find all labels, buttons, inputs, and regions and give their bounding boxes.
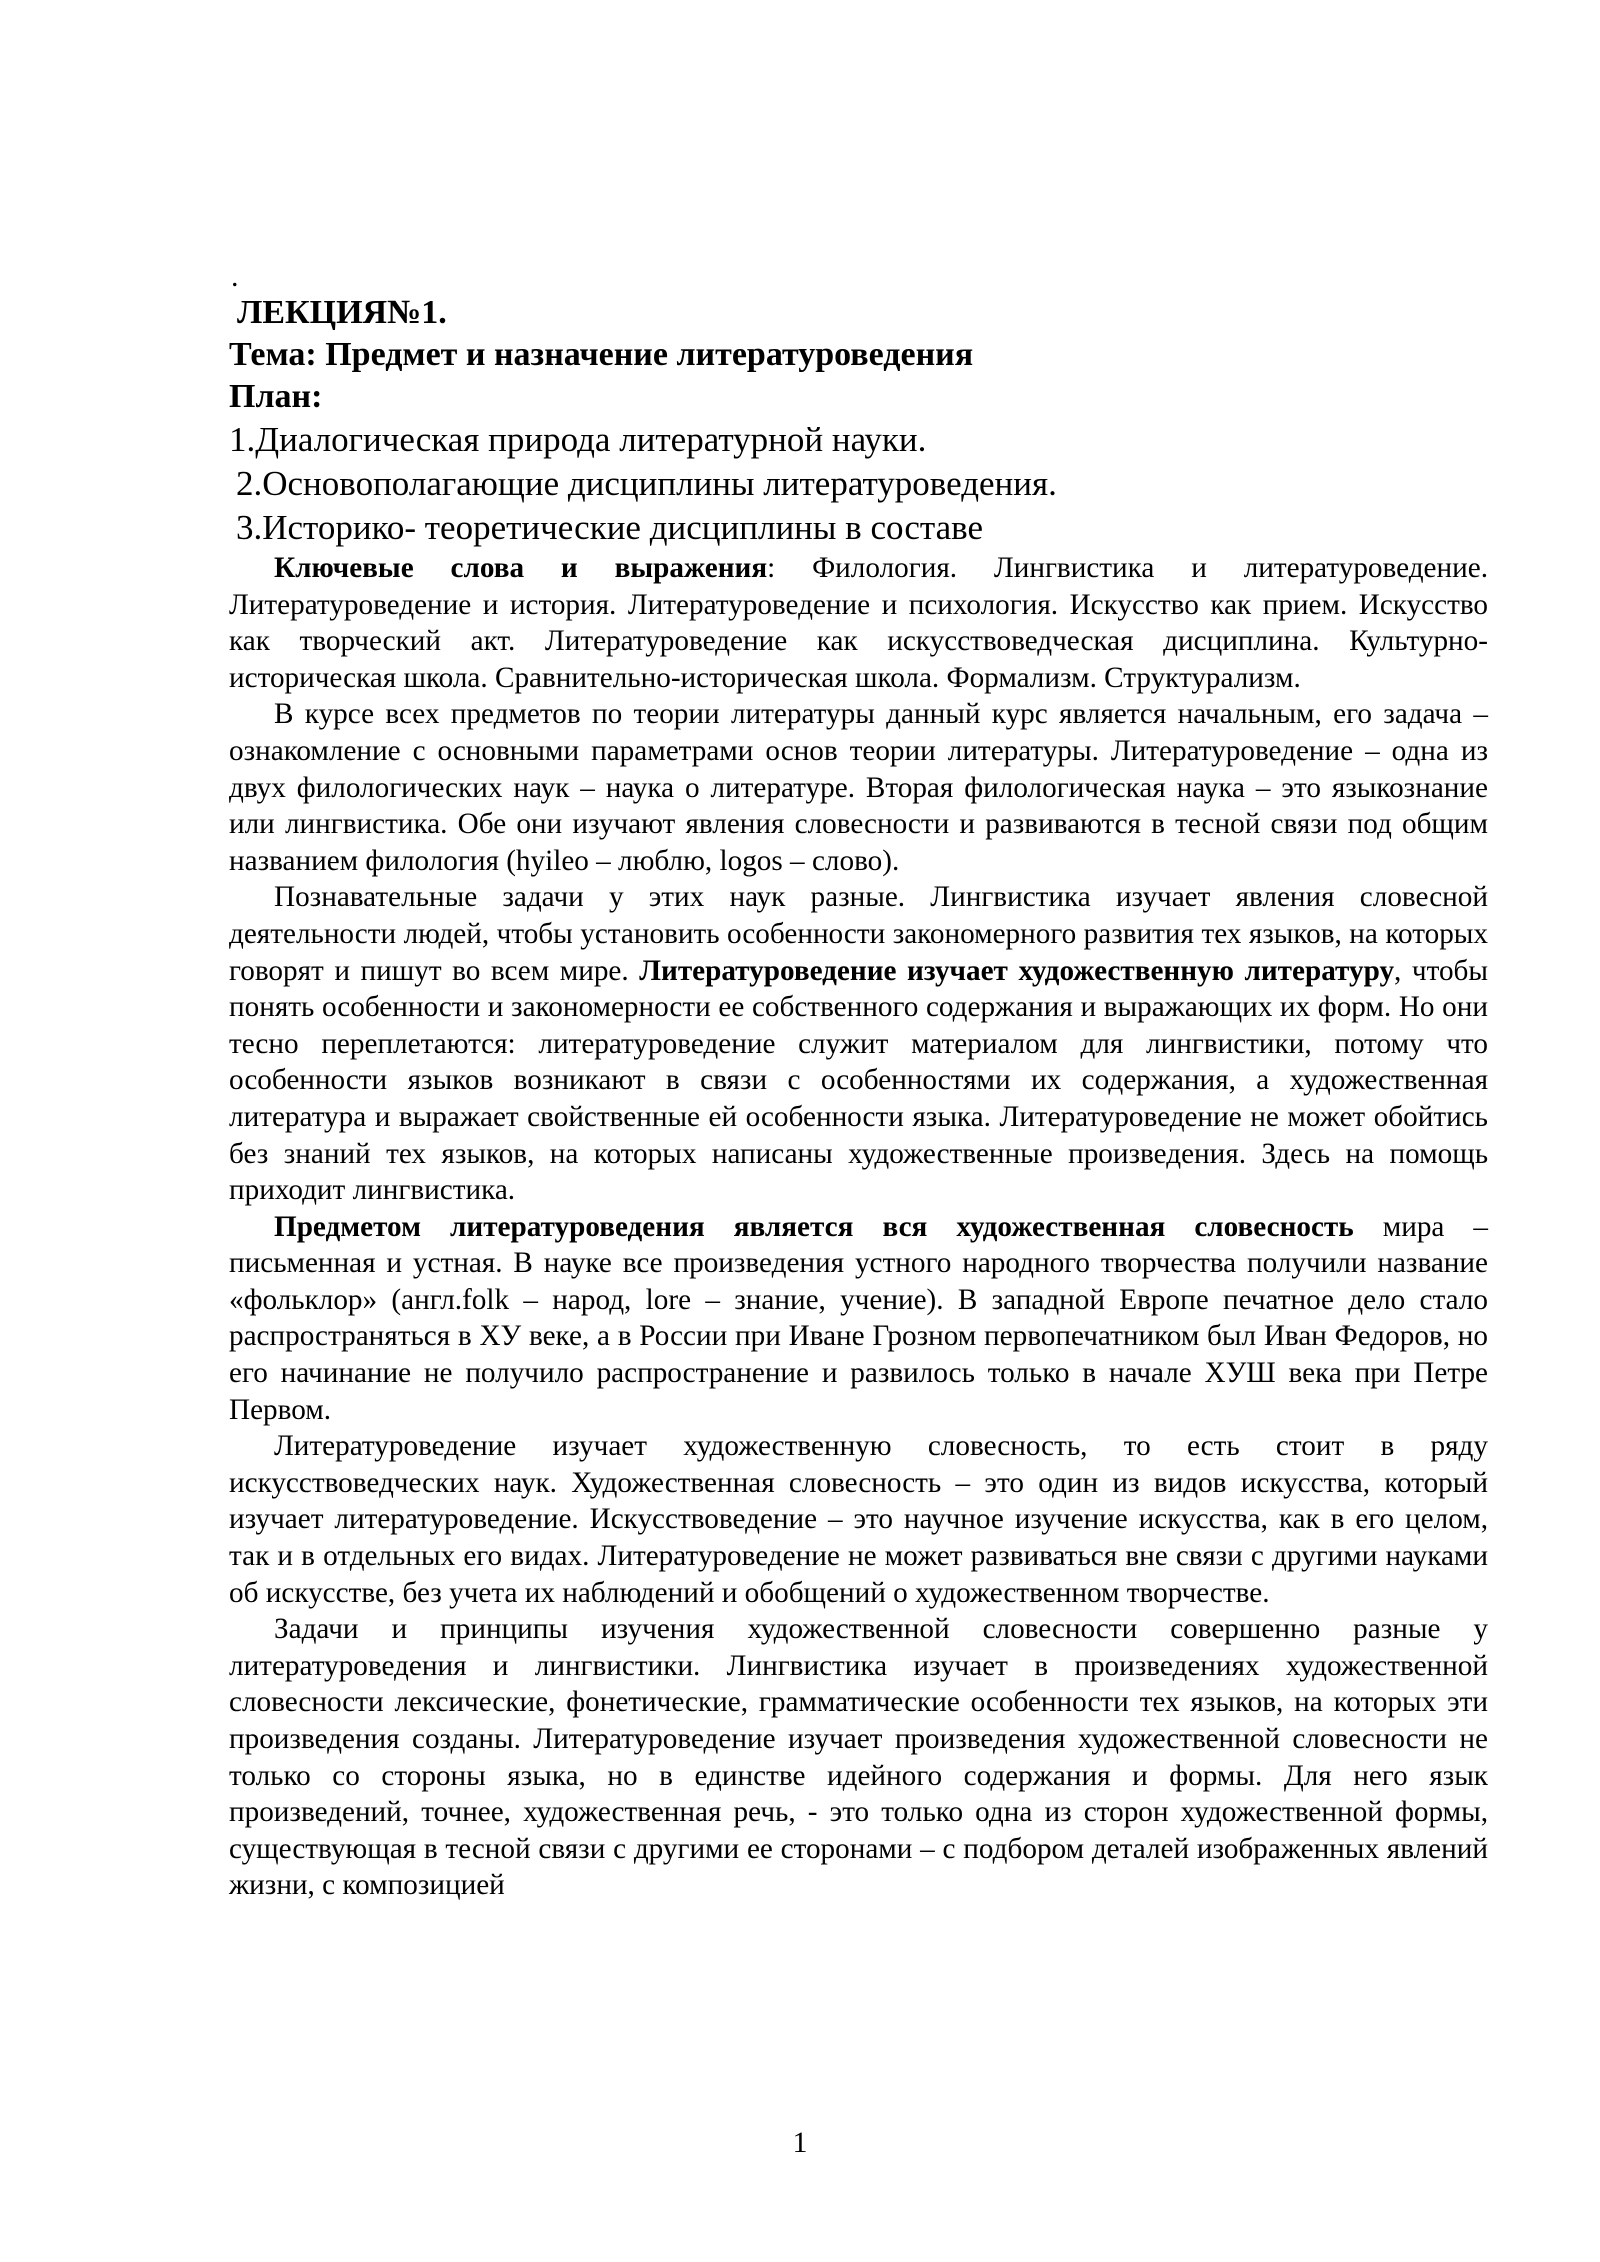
keywords-label: Ключевые слова и выражения [274,552,768,584]
plan-item-2: 2.Основополагающие дисциплины литературоведения. [236,464,1057,503]
paragraph-3-bold: Предметом литературоведения является вся художественная словесность [274,1210,1354,1243]
topic-heading: Тема: Предмет и назначение литературоведения [229,336,974,373]
page-number: 1 [792,2126,808,2159]
paragraph-2-start: Познавательные задачи у этих наук разные. Лингвистика изучает явления словесной деятельности людей, чтобы установить особенности закономерного развития тех языков, на которых говорят и пишут во всем мире. [229,881,1488,987]
paragraph-1: В курсе всех предметов по теории литературы данный курс является начальным, его задача – ознакомление с основными параметрами основ теории литературы. Литературоведение – одна из двух филологических наук – наука о литературе. Вторая филологическая наука – это языкознание или лингвистика. Обе они изучают явления словесности и развиваются в тесной связи под общим названием филология (hyileo – люблю, logos – слово). [229,698,1488,877]
plan-heading: План: [229,378,323,415]
plan-item-3: 3.Историко- теоретические дисциплины в составе [236,508,983,547]
paragraph-2 [229,879,1488,1208]
paragraph-3 [229,1209,1488,1429]
page-content [229,262,1488,1904]
paragraph-2-end: , чтобы понять особенности и закономерности ее собственного содержания и выражающих их форм. Но они тесно переплетаются: литературоведение служит материалом для лингвистики, потому что особенности языков возникают в связи с особенностями их содержания, а художественная литература и выражает свойственные ей особенности языка. Литературоведение не может обойтись без знаний тех языков, на которых написаны художественные произведения. Здесь на помощь приходит лингвистика. [229,954,1488,1207]
leading-dot: . [231,260,239,293]
lecture-title: ЛЕКЦИЯ№1. [237,294,447,331]
plan-list [229,418,1488,550]
keywords-paragraph [229,550,1488,696]
keywords-text: : Филология. Лингвистика и литературоведение. Литературоведение и история. Литературоведение и психология. Искусство как прием. Искусство как творческий акт. Литературоведение как искусствоведческая дисциплина. Культурно-историческая школа. Сравнительно-историческая школа. Формализм. Структурализм. [229,552,1489,694]
plan-item-1: 1.Диалогическая природа литературной науки. [229,420,927,459]
paragraph-4: Литературоведение изучает художественную словесность, то есть стоит в ряду искусствоведческих наук. Художественная словесность – это один из видов искусства, который изучает литературоведение. Искусствоведение – это научное изучение искусства, как в его целом, так и в отдельных его видах. Литературоведение не может развиваться вне связи с другими науками об искусстве, без учета их наблюдений и обобщений о художественном творчестве. [229,1430,1488,1609]
paragraph-5: Задачи и принципы изучения художественной словесности совершенно разные у литературоведения и лингвистики. Лингвистика изучает в произведениях художественной словесности лексические, фонетические, грамматические особенности тех языков, на которых эти произведения созданы. Литературоведение изучает произведения художественной словесности не только со стороны языка, но в единстве идейного содержания и формы. Для него язык произведений, точнее, художественная речь, - это только одна из сторон художественной формы, существующая в тесной связи с другими ее сторонами – с подбором деталей изображенных явлений жизни, с композицией [229,1613,1488,1902]
paragraph-3-text: мира – письменная и устная. В науке все произведения устного народного творчества получили название «фольклор» (англ.folk – народ, lore – знание, учение). В западной Европе печатное дело стало распространяться в ХУ веке, а в России при Иване Грозном первопечатником был Иван Федоров, но его начинание не получило распространение и развилось только в начале ХУШ века при Петре Первом. [229,1210,1488,1426]
paragraph-2-bold: Литературоведение изучает художественную литературу [639,954,1395,987]
